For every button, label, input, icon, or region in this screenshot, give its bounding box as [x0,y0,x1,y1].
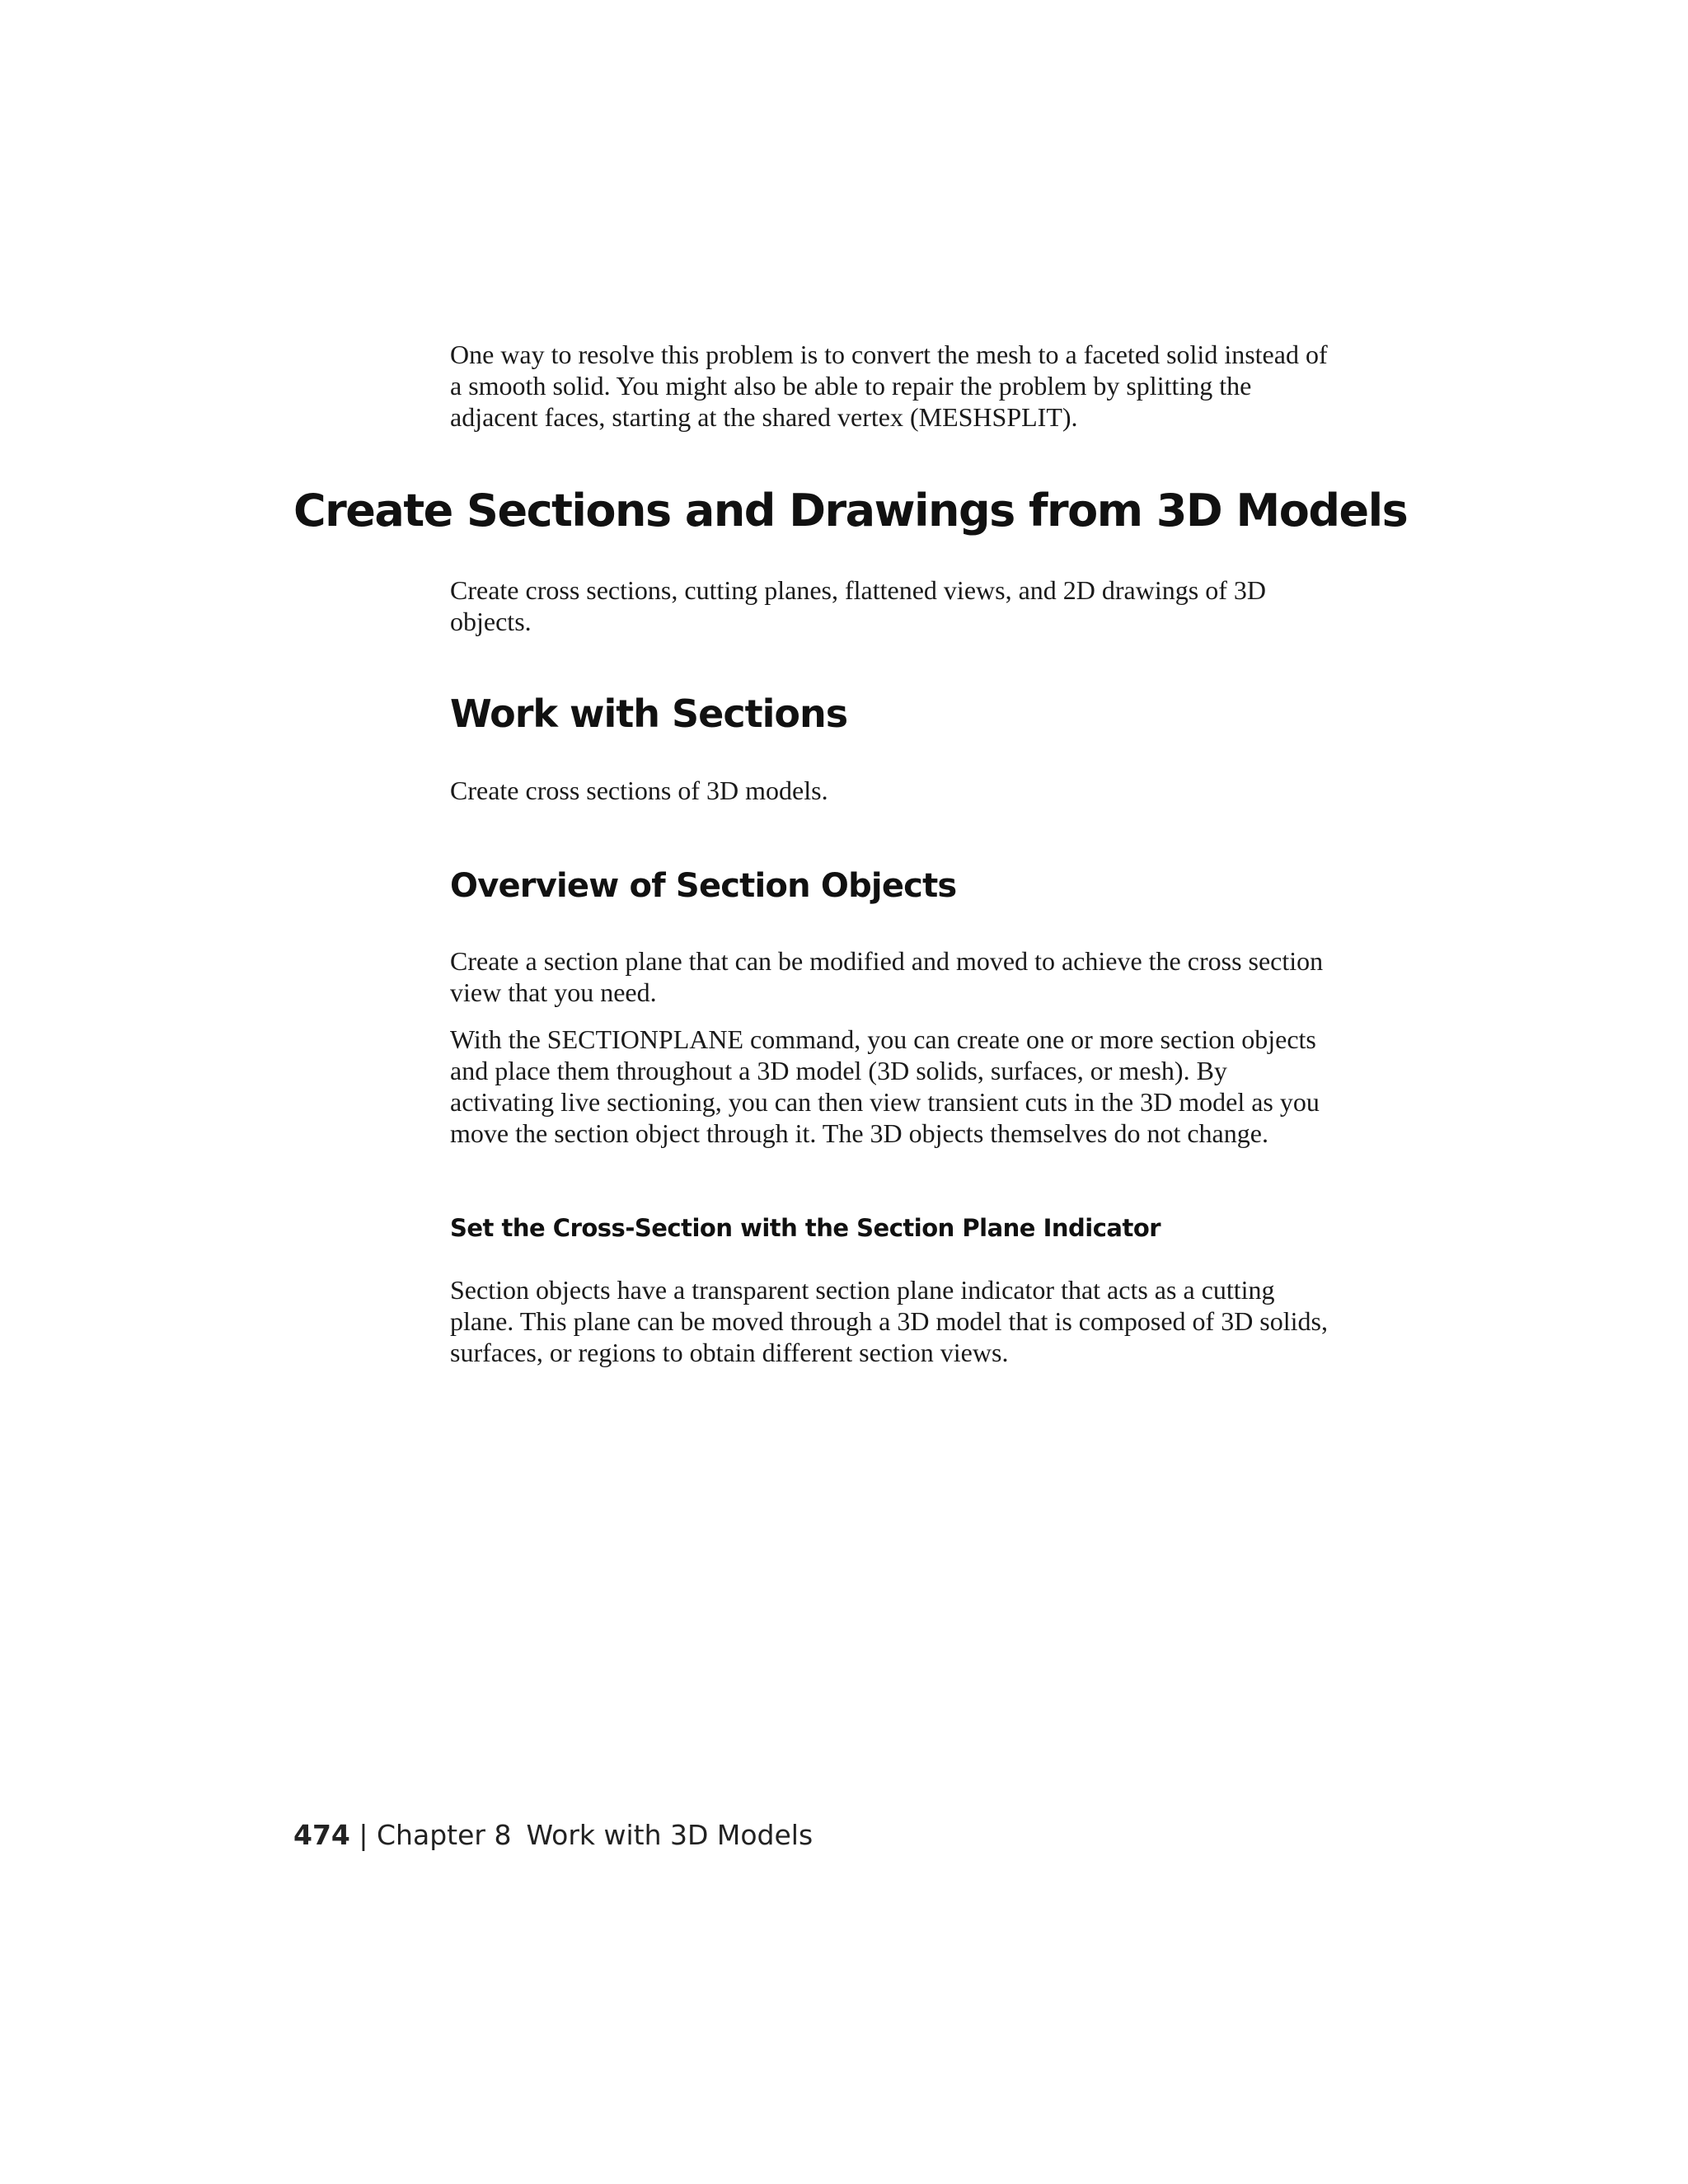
overview-paragraph-1: Create a section plane that can be modified and moved to achieve the cross section view that you need. [450,946,1324,1007]
footer-separator: | [359,1819,368,1851]
overview-section-objects-heading: Overview of Section Objects [450,867,957,905]
page-footer [293,1817,813,1854]
work-with-sections-description: Create cross sections of 3D models. [450,776,828,805]
work-with-sections-heading: Work with Sections [450,691,848,736]
intro-paragraph: One way to resolve this problem is to convert the mesh to a faceted solid instead of a smooth solid. You might also be able to repair the problem by splitting the adjacent faces, starting at the shared vertex (MESHSPLIT). [450,340,1328,432]
section-plane-indicator-paragraph: Section objects have a transparent section plane indicator that acts as a cutting plane. This plane can be moved through a 3D model that is composed of 3D solids, surfaces, or regions to obtain different section views. [450,1275,1328,1367]
overview-paragraph-2: With the SECTIONPLANE command, you can create one or more section objects and place them throughout a 3D model (3D solids, surfaces, or mesh). By activating live sectioning, you can then view transient cuts in the 3D model as you move the section object through it. The 3D objects themselves do not change. [450,1024,1320,1148]
main-section-heading: Create Sections and Drawings from 3D Models [293,485,1408,537]
section-plane-indicator-heading: Set the Cross-Section with the Section Plane Indicator [450,1214,1161,1242]
footer-chapter: Chapter 8 [377,1819,512,1851]
footer-chapter-title: Work with 3D Models [526,1819,814,1851]
main-section-description: Create cross sections, cutting planes, flattened views, and 2D drawings of 3D objects. [450,575,1266,636]
page-number: 474 [293,1819,350,1851]
